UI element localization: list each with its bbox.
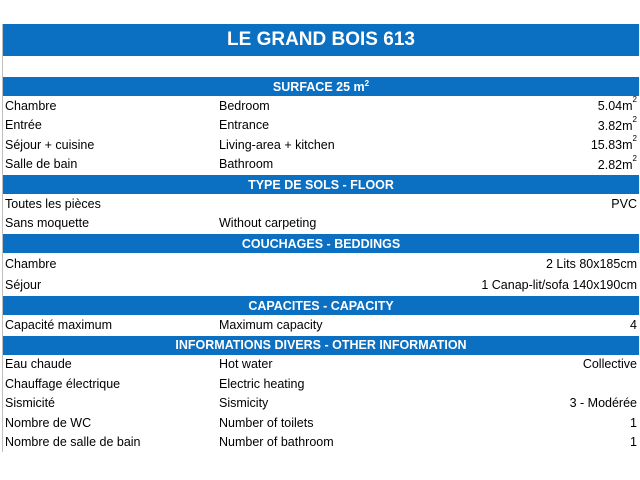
table-row	[3, 433, 639, 453]
row-label-fr: Chambre	[5, 256, 57, 271]
row-value: 2 Lits 80x185cm	[545, 256, 637, 271]
row-label-fr: Chauffage électrique	[5, 376, 121, 391]
row-label-en: Hot water	[219, 357, 273, 372]
row-label-fr: Séjour + cuisine	[5, 137, 95, 152]
row-label-en: Maximum capacity	[219, 317, 323, 332]
row-label-en: Sismicity	[219, 396, 269, 411]
table-row	[3, 194, 639, 214]
row-label-en: Bathroom	[219, 157, 274, 172]
row-label-en: Entrance	[219, 118, 270, 133]
row-label-fr: Chambre	[5, 98, 57, 113]
section-header-sup: 2	[364, 79, 370, 88]
section-header-text: CAPACITES - CAPACITY	[248, 298, 394, 313]
row-label-en: Bedroom	[219, 98, 270, 113]
row-value: $5.04m^2$	[597, 95, 637, 114]
section-header-floor	[3, 174, 639, 194]
row-value: PVC	[611, 196, 637, 211]
page-title-text: LE GRAND BOIS 613	[227, 29, 415, 50]
row-label-fr: Séjour	[5, 277, 42, 292]
row-label-en: Living-area + kitchen	[219, 137, 335, 152]
section-header-text: SURFACE 25 m	[272, 79, 365, 94]
row-value: 3 - Modérée	[569, 396, 637, 411]
section-header-other-information	[3, 335, 639, 355]
row-label-fr: Nombre de WC	[5, 415, 92, 430]
table-row	[3, 355, 639, 375]
row-label-fr: Sismicité	[5, 396, 56, 411]
row-value: Collective	[582, 357, 637, 372]
title-spacer	[3, 56, 639, 76]
table-row	[3, 315, 639, 335]
table-row	[3, 394, 639, 414]
row-value: $3.82m^2$	[597, 114, 637, 133]
row-label-fr: Salle de bain	[5, 157, 78, 172]
row-value: 4	[630, 317, 637, 332]
row-label-en: Without carpeting	[219, 216, 317, 231]
section-header-text: COUCHAGES - BEDDINGS	[241, 236, 401, 251]
table-row	[3, 253, 639, 274]
row-value: 1	[630, 415, 637, 430]
section-header-surface	[3, 76, 639, 96]
row-label-fr: Entrée	[5, 118, 42, 133]
row-label-en: Number of toilets	[219, 415, 314, 430]
section-header-beddings	[3, 233, 639, 253]
table-row	[3, 413, 639, 433]
section-header-text: INFORMATIONS DIVERS - OTHER INFORMATION	[175, 338, 467, 352]
section-header-text: TYPE DE SOLS - FLOOR	[248, 177, 394, 192]
row-value: $2.82m^2$	[597, 153, 637, 172]
table-row	[3, 155, 639, 175]
row-label-en: Electric heating	[219, 376, 305, 391]
table-row	[3, 135, 639, 155]
row-label-fr: Eau chaude	[5, 357, 72, 372]
table-row	[3, 374, 639, 394]
row-label-fr: Toutes les pièces	[5, 196, 101, 211]
row-label-fr: Capacité maximum	[5, 317, 112, 332]
table-row	[3, 96, 639, 116]
page-title	[3, 24, 639, 56]
row-value: $15.83m^2$	[590, 134, 637, 153]
row-label-fr: Sans moquette	[5, 216, 90, 231]
row-value: 1 Canap-lit/sofa 140x190cm	[481, 277, 637, 292]
table-row	[3, 116, 639, 136]
spec-sheet	[2, 24, 639, 452]
row-label-fr: Nombre de salle de bain	[5, 435, 141, 450]
table-row	[3, 214, 639, 234]
row-value: 1	[630, 435, 637, 450]
row-label-en: Number of bathroom	[219, 435, 334, 450]
table-row	[3, 274, 639, 295]
section-header-capacity	[3, 295, 639, 315]
